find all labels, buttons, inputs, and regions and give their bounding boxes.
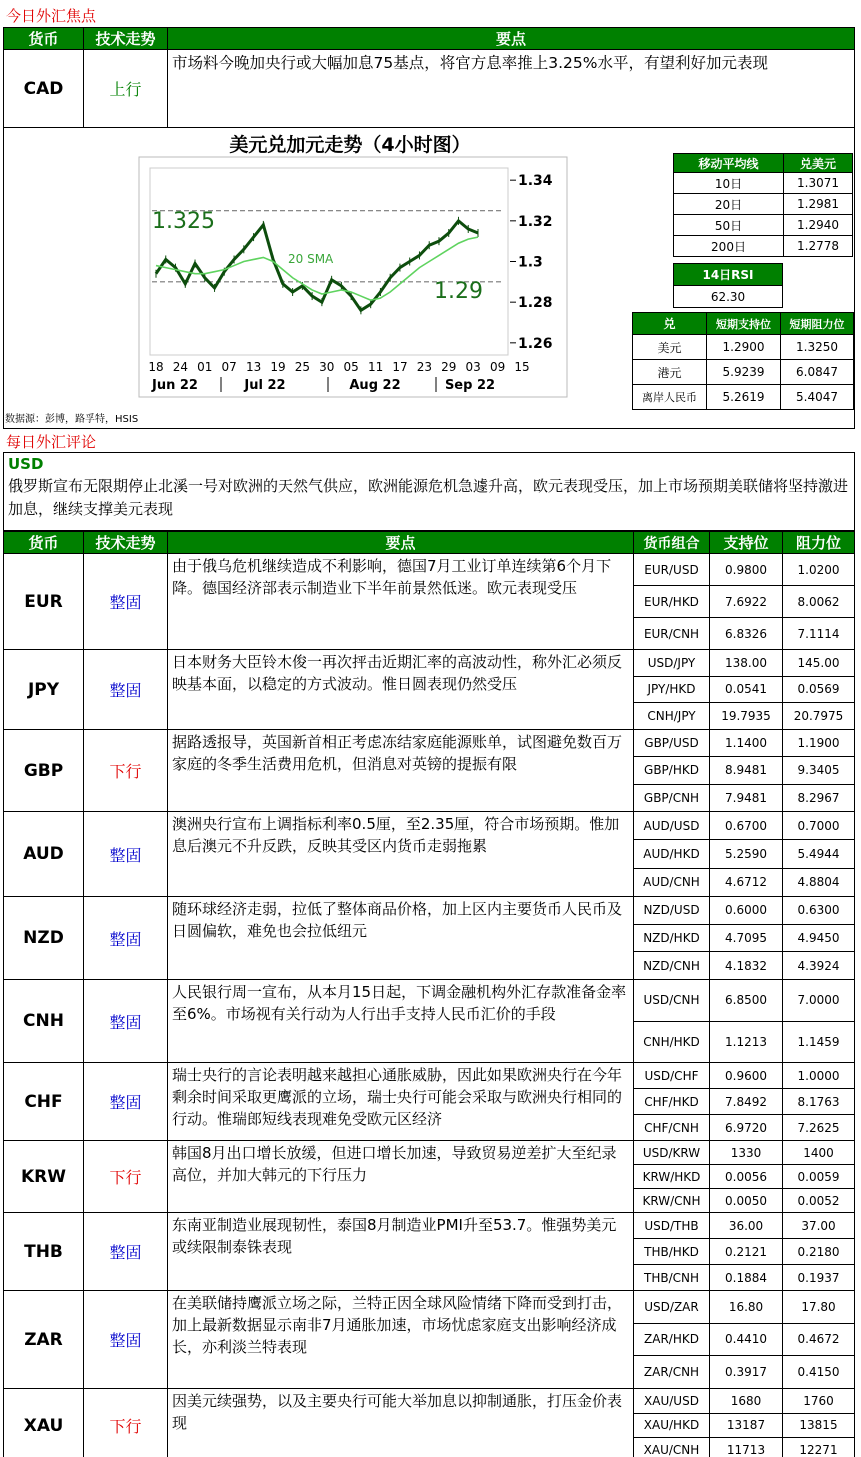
ma-value: 1.2778 — [784, 236, 853, 257]
ma-label: 10日 — [674, 173, 784, 194]
currency-cell: THB — [4, 1213, 84, 1291]
ma-header-label: 移动平均线 — [674, 154, 784, 173]
pair-cell: CNH/JPY — [634, 703, 710, 730]
support-cell: 0.9800 — [710, 554, 783, 586]
point-text: 据路透报导，英国新首相正考虑冻结家庭能源账单，试图避免数百万家庭的冬季生活费用危机，但消息对英镑的提振有限 — [172, 733, 623, 773]
focus-header-points: 要点 — [168, 28, 855, 50]
y-tick-label: 1.26 — [518, 335, 553, 352]
point-cell — [168, 650, 634, 730]
pair-cell: XAU/USD — [634, 1389, 710, 1414]
focus-trend: 上行 — [84, 50, 168, 128]
point-text: 随环球经济走弱，拉低了整体商品价格，加上区内主要货币人民币及日圆偏软，难免也会拉低纽元 — [172, 900, 623, 940]
chart-title: 美元兑加元走势（4小时图） — [229, 134, 471, 156]
x-tick-label: 18 — [148, 360, 164, 374]
resist-cell: 8.2967 — [783, 784, 855, 811]
resist-cell: 0.2180 — [783, 1239, 855, 1265]
point-cell — [168, 730, 634, 812]
currency-cell: AUD — [4, 812, 84, 897]
resist-cell: 0.6300 — [783, 897, 855, 925]
sr-header-support: 短期支持位 — [707, 313, 781, 335]
support-cell: 138.00 — [710, 650, 783, 677]
x-tick-label: 24 — [172, 360, 189, 374]
table-row — [4, 730, 855, 757]
sr-resist: 5.4047 — [781, 385, 854, 410]
support-cell: 0.0541 — [710, 676, 783, 703]
trend-cell: 整固 — [84, 1063, 168, 1141]
point-cell — [168, 812, 634, 897]
pair-cell: NZD/CNH — [634, 952, 710, 980]
trend-cell: 整固 — [84, 980, 168, 1063]
resist-cell: 0.0569 — [783, 676, 855, 703]
pair-cell: USD/THB — [634, 1213, 710, 1239]
pair-cell: USD/CNH — [634, 980, 710, 1022]
point-text: 人民银行周一宣布，从本月15日起，下调金融机构外汇存款准备金率至6%。市场视有关行动为人行出手支持人民币汇价的手段 — [172, 983, 627, 1023]
resist-cell: 1.0000 — [783, 1063, 855, 1089]
ma-value: 1.2981 — [784, 194, 853, 215]
currency-cell: CHF — [4, 1063, 84, 1141]
trend-cell: 整固 — [84, 554, 168, 650]
resist-cell: 7.1114 — [783, 618, 855, 650]
support-cell: 7.9481 — [710, 784, 783, 811]
support-cell: 5.2590 — [710, 840, 783, 868]
point-text: 澳洲央行宣布上调指标利率0.5厘，至2.35厘，符合市场预期。惟加息后澳元不升反跌，反映其受区内货币走弱拖累 — [172, 815, 620, 855]
trend-cell: 下行 — [84, 1389, 168, 1457]
pair-cell: XAU/CNH — [634, 1438, 710, 1457]
resist-cell: 1.1459 — [783, 1021, 855, 1063]
pair-cell: ZAR/CNH — [634, 1356, 710, 1389]
support-cell: 1680 — [710, 1389, 783, 1414]
table-row — [4, 897, 855, 925]
pair-cell: KRW/CNH — [634, 1189, 710, 1213]
resist-cell: 1760 — [783, 1389, 855, 1414]
focus-title: 今日外汇焦点 — [6, 7, 97, 25]
usdcad-chart — [138, 156, 568, 398]
pair-cell: GBP/CNH — [634, 784, 710, 811]
resist-cell: 145.00 — [783, 650, 855, 677]
pair-cell: THB/HKD — [634, 1239, 710, 1265]
col-header-currency: 货币 — [4, 532, 84, 554]
support-cell: 8.9481 — [710, 757, 783, 784]
sr-resist: 1.3250 — [781, 335, 854, 360]
x-tick-label: 11 — [367, 360, 384, 374]
currency-cell: GBP — [4, 730, 84, 812]
sr-table — [632, 312, 854, 410]
sr-ccy: 美元 — [633, 335, 707, 360]
focus-point: 市场料今晚加央行或大幅加息75基点，将官方息率推上3.25%水平，有望利好加元表现 — [168, 50, 855, 128]
col-header-points: 要点 — [168, 532, 634, 554]
trend-cell: 下行 — [84, 1141, 168, 1213]
support-cell: 4.6712 — [710, 868, 783, 896]
resist-cell: 1.1900 — [783, 730, 855, 757]
sr-resist: 6.0847 — [781, 360, 854, 385]
y-tick-label: 1.3 — [518, 254, 543, 271]
pair-cell: CHF/HKD — [634, 1089, 710, 1115]
table-row — [4, 1389, 855, 1414]
ma-label: 50日 — [674, 215, 784, 236]
point-cell — [168, 1291, 634, 1389]
currency-cell: CNH — [4, 980, 84, 1063]
resist-cell: 0.4150 — [783, 1356, 855, 1389]
x-tick-label: 17 — [392, 360, 408, 374]
trend-cell: 整固 — [84, 812, 168, 897]
pair-cell: XAU/HKD — [634, 1413, 710, 1438]
annot-low: 1.29 — [434, 279, 483, 304]
table-row — [4, 980, 855, 1022]
x-tick-label: 09 — [489, 360, 506, 374]
resist-cell: 4.3924 — [783, 952, 855, 980]
support-cell: 0.3917 — [710, 1356, 783, 1389]
pair-cell: AUD/USD — [634, 812, 710, 840]
support-cell: 0.0050 — [710, 1189, 783, 1213]
pair-cell: CNH/HKD — [634, 1021, 710, 1063]
point-text: 因美元续强势，以及主要央行可能大举加息以抑制通胀，打压金价表现 — [172, 1392, 623, 1432]
pair-cell: AUD/HKD — [634, 840, 710, 868]
pair-cell: KRW/HKD — [634, 1165, 710, 1189]
pair-cell: EUR/USD — [634, 554, 710, 586]
table-row — [4, 812, 855, 840]
point-cell — [168, 897, 634, 980]
support-cell: 11713 — [710, 1438, 783, 1457]
pair-cell: CHF/CNH — [634, 1115, 710, 1141]
support-cell: 4.7095 — [710, 924, 783, 952]
resist-cell: 0.0059 — [783, 1165, 855, 1189]
ma-header-value: 兑美元 — [784, 154, 853, 173]
resist-cell: 9.3405 — [783, 757, 855, 784]
trend-cell: 下行 — [84, 730, 168, 812]
resist-cell: 8.0062 — [783, 586, 855, 618]
focus-header-trend: 技术走势 — [84, 28, 168, 50]
point-text: 瑞士央行的言论表明越来越担心通胀威胁，因此如果欧洲央行在今年剩余时间采取更鹰派的立场，瑞士央行可能会采取与欧洲央行相同的行动。惟瑞郎短线表现难免受欧元区经济 — [172, 1066, 623, 1128]
table-row — [4, 1291, 855, 1324]
rsi-value: 62.30 — [674, 286, 783, 308]
table-row — [4, 650, 855, 677]
currency-cell: KRW — [4, 1141, 84, 1213]
support-cell: 0.2121 — [710, 1239, 783, 1265]
pair-cell: EUR/HKD — [634, 586, 710, 618]
sr-header-resist: 短期阻力位 — [781, 313, 854, 335]
trend-cell: 整固 — [84, 650, 168, 730]
trend-cell: 整固 — [84, 897, 168, 980]
sr-support: 5.2619 — [707, 385, 781, 410]
pair-cell: NZD/USD — [634, 897, 710, 925]
x-tick-label: 25 — [294, 360, 311, 374]
point-cell — [168, 1141, 634, 1213]
currency-cell: JPY — [4, 650, 84, 730]
x-tick-label: 23 — [416, 360, 433, 374]
pair-cell: USD/CHF — [634, 1063, 710, 1089]
currency-cell: EUR — [4, 554, 84, 650]
pair-cell: AUD/CNH — [634, 868, 710, 896]
resist-cell: 20.7975 — [783, 703, 855, 730]
table-row — [4, 554, 855, 586]
point-text: 韩国8月出口增长放缓，但进口增长加速，导致贸易逆差扩大至纪录高位，并加大韩元的下行压力 — [172, 1144, 617, 1184]
point-text: 日本财务大臣铃木俊一再次抨击近期汇率的高波动性，称外汇必须反映基本面，以稳定的方式波动。惟日圆表现仍然受压 — [172, 653, 623, 693]
support-cell: 6.8500 — [710, 980, 783, 1022]
x-tick-label: 05 — [343, 360, 359, 374]
pair-cell: THB/CNH — [634, 1265, 710, 1291]
resist-cell: 37.00 — [783, 1213, 855, 1239]
rsi-table — [673, 263, 783, 308]
x-tick-label: 30 — [319, 360, 335, 374]
x-tick-label: 15 — [514, 360, 530, 374]
annot-high: 1.325 — [152, 209, 215, 234]
ma-table — [673, 153, 853, 257]
focus-table — [3, 27, 855, 128]
resist-cell: 13815 — [783, 1413, 855, 1438]
col-header-pair: 货币组合 — [634, 532, 710, 554]
support-cell: 0.1884 — [710, 1265, 783, 1291]
col-header-trend: 技术走势 — [84, 532, 168, 554]
resist-cell: 1400 — [783, 1141, 855, 1165]
support-cell: 13187 — [710, 1413, 783, 1438]
support-cell: 0.6700 — [710, 812, 783, 840]
sr-support: 5.9239 — [707, 360, 781, 385]
resist-cell: 0.7000 — [783, 812, 855, 840]
currency-cell: NZD — [4, 897, 84, 980]
trend-cell: 整固 — [84, 1291, 168, 1389]
support-cell: 0.9600 — [710, 1063, 783, 1089]
resist-cell: 8.1763 — [783, 1089, 855, 1115]
rsi-label: 14日RSI — [674, 264, 783, 286]
table-row — [4, 1213, 855, 1239]
y-tick-label: 1.32 — [518, 213, 553, 230]
pair-cell: GBP/USD — [634, 730, 710, 757]
resist-cell: 7.0000 — [783, 980, 855, 1022]
col-header-support: 支持位 — [710, 532, 783, 554]
point-cell — [168, 980, 634, 1063]
support-cell: 19.7935 — [710, 703, 783, 730]
currency-cell: ZAR — [4, 1291, 84, 1389]
support-cell: 16.80 — [710, 1291, 783, 1324]
usd-text: 俄罗斯宣布无限期停止北溪一号对欧洲的天然气供应，欧洲能源危机急遽升高，欧元表现受压，加上市场预期美联储将坚持激进加息，继续支撑美元表现 — [8, 477, 849, 518]
table-row — [4, 1141, 855, 1165]
y-tick-label: 1.28 — [518, 295, 553, 312]
pair-cell: USD/JPY — [634, 650, 710, 677]
x-tick-label: 13 — [245, 360, 262, 374]
pair-cell: ZAR/HKD — [634, 1323, 710, 1356]
resist-cell: 0.0052 — [783, 1189, 855, 1213]
resist-cell: 0.1937 — [783, 1265, 855, 1291]
source-note: 数据源：彭博，路孚特，HSIS — [5, 414, 139, 425]
usd-label: USD — [8, 455, 44, 473]
ma-value: 1.2940 — [784, 215, 853, 236]
pair-cell: EUR/CNH — [634, 618, 710, 650]
support-cell: 7.8492 — [710, 1089, 783, 1115]
ma-label: 200日 — [674, 236, 784, 257]
support-cell: 36.00 — [710, 1213, 783, 1239]
x-tick-label: 07 — [221, 360, 237, 374]
support-cell: 1.1400 — [710, 730, 783, 757]
col-header-resist: 阻力位 — [783, 532, 855, 554]
resist-cell: 7.2625 — [783, 1115, 855, 1141]
x-month-label: Jun 22 — [152, 378, 198, 393]
point-cell — [168, 554, 634, 650]
pair-cell: USD/ZAR — [634, 1291, 710, 1324]
focus-header-currency: 货币 — [4, 28, 84, 50]
support-cell: 7.6922 — [710, 586, 783, 618]
resist-cell: 12271 — [783, 1438, 855, 1457]
pair-cell: JPY/HKD — [634, 676, 710, 703]
point-cell — [168, 1389, 634, 1457]
focus-currency: CAD — [4, 50, 84, 128]
x-tick-label: 01 — [197, 360, 213, 374]
support-cell: 4.1832 — [710, 952, 783, 980]
point-text: 东南亚制造业展现韧性，泰国8月制造业PMI升至53.7。惟强势美元或续限制泰铢表现 — [172, 1216, 617, 1256]
commentary-table — [3, 531, 855, 1457]
trend-cell: 整固 — [84, 1213, 168, 1291]
x-tick-label: 19 — [270, 360, 286, 374]
commentary-title: 每日外汇评论 — [6, 433, 97, 451]
ma-label: 20日 — [674, 194, 784, 215]
sr-ccy: 港元 — [633, 360, 707, 385]
x-tick-label: 03 — [465, 360, 481, 374]
resist-cell: 0.4672 — [783, 1323, 855, 1356]
y-tick-label: 1.34 — [518, 173, 553, 190]
pair-cell: GBP/HKD — [634, 757, 710, 784]
resist-cell: 4.9450 — [783, 924, 855, 952]
support-cell: 1.1213 — [710, 1021, 783, 1063]
point-text: 在美联储持鹰派立场之际，兰特正因全球风险情绪下降而受到打击，加上最新数据显示南非7月通胀加速，市场忧虑家庭支出影响经济成长，亦利淡兰特表现 — [172, 1294, 623, 1356]
pair-cell: USD/KRW — [634, 1141, 710, 1165]
support-cell: 6.9720 — [710, 1115, 783, 1141]
resist-cell: 17.80 — [783, 1291, 855, 1324]
point-cell — [168, 1213, 634, 1291]
support-cell: 1330 — [710, 1141, 783, 1165]
x-month-label: Jul 22 — [244, 378, 286, 393]
support-cell: 0.4410 — [710, 1323, 783, 1356]
pair-cell: NZD/HKD — [634, 924, 710, 952]
support-cell: 0.0056 — [710, 1165, 783, 1189]
support-cell: 6.8326 — [710, 618, 783, 650]
sr-ccy: 离岸人民币 — [633, 385, 707, 410]
resist-cell: 4.8804 — [783, 868, 855, 896]
ma-value: 1.3071 — [784, 173, 853, 194]
x-tick-label: 29 — [441, 360, 457, 374]
sma-label: 20 SMA — [288, 252, 334, 266]
x-month-label: Sep 22 — [444, 378, 496, 393]
point-text: 由于俄乌危机继续造成不利影响，德国7月工业订单连续第6个月下降。德国经济部表示制造业下半年前景然低迷。欧元表现受压 — [172, 557, 612, 597]
point-cell — [168, 1063, 634, 1141]
currency-cell: XAU — [4, 1389, 84, 1457]
sr-header-ccy: 兑 — [633, 313, 707, 335]
table-row — [4, 1063, 855, 1089]
resist-cell: 5.4944 — [783, 840, 855, 868]
support-cell: 0.6000 — [710, 897, 783, 925]
sr-support: 1.2900 — [707, 335, 781, 360]
resist-cell: 1.0200 — [783, 554, 855, 586]
x-month-label: Aug 22 — [349, 378, 401, 393]
